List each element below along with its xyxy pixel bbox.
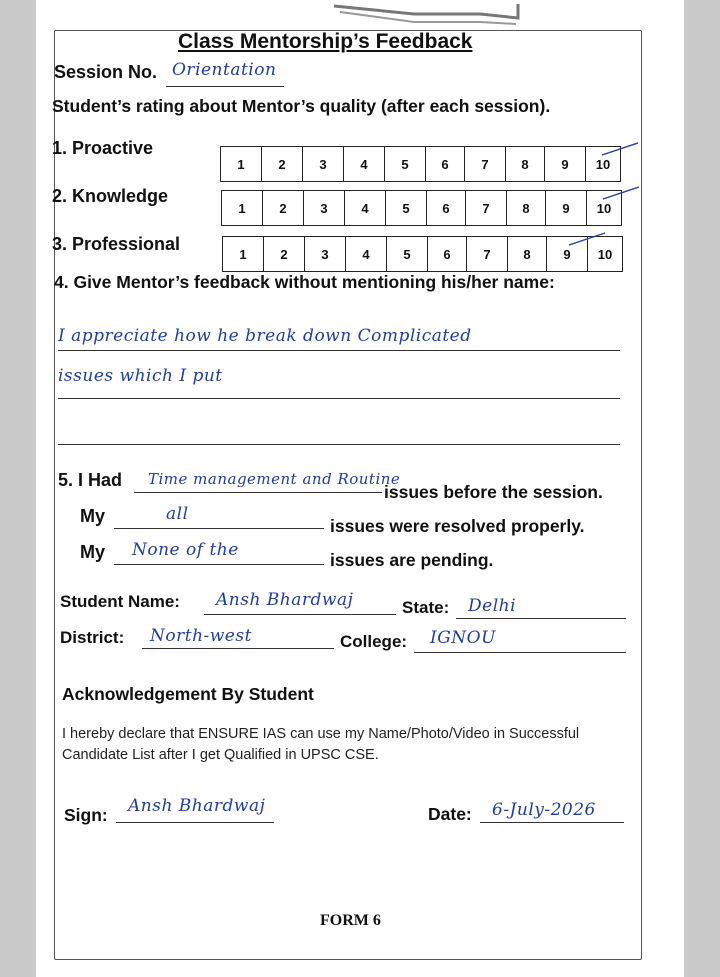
district-label: District: bbox=[60, 628, 125, 647]
rating-cell[interactable]: 2 bbox=[263, 191, 304, 225]
session-underline bbox=[166, 86, 284, 87]
rating-cell[interactable]: 3 bbox=[305, 237, 346, 271]
rating-cell[interactable]: 2 bbox=[264, 237, 305, 271]
rating-cell[interactable]: 3 bbox=[303, 147, 344, 181]
rating-cell[interactable]: 8 bbox=[506, 147, 545, 181]
rating-cell[interactable]: 1 bbox=[222, 191, 263, 225]
rating-cell[interactable]: 6 bbox=[427, 191, 466, 225]
state-value[interactable]: Delhi bbox=[468, 596, 517, 616]
form-title: Class Mentorship’s Feedback bbox=[178, 30, 473, 53]
feedback-underline-2 bbox=[58, 398, 620, 399]
rating-cell[interactable]: 8 bbox=[507, 191, 546, 225]
state-underline bbox=[456, 618, 626, 619]
q5-resolved-label: My bbox=[80, 506, 106, 526]
rating-mark-icon bbox=[567, 229, 607, 249]
q5-resolved-suffix: issues were resolved properly. bbox=[330, 516, 585, 536]
form-number: FORM 6 bbox=[320, 912, 381, 929]
rating-cell[interactable]: 6 bbox=[426, 147, 465, 181]
rating-cell[interactable]: 5 bbox=[387, 237, 428, 271]
rating-label-knowledge: 2. Knowledge bbox=[52, 186, 169, 206]
rating-heading: Student’s rating about Mentor’s quality (after each session). bbox=[52, 96, 551, 116]
rating-cell[interactable]: 3 bbox=[304, 191, 345, 225]
rating-cell[interactable]: 4 bbox=[345, 191, 386, 225]
rating-cell[interactable]: 10 bbox=[597, 246, 613, 262]
date-underline bbox=[480, 822, 624, 823]
state-label: State: bbox=[402, 598, 450, 617]
college-underline bbox=[414, 652, 626, 653]
rating-cell[interactable]: 6 bbox=[428, 237, 467, 271]
q5-resolved-underline bbox=[114, 528, 324, 529]
college-label: College: bbox=[340, 632, 408, 651]
student-name-value[interactable]: Ansh Bhardwaj bbox=[216, 590, 354, 610]
district-underline bbox=[142, 648, 334, 649]
rating-label-professional: 3. Professional bbox=[52, 234, 181, 254]
clipboard-clip-icon bbox=[330, 0, 524, 26]
rating-cell[interactable]: 2 bbox=[262, 147, 303, 181]
q5-had-suffix: issues before the session. bbox=[384, 482, 603, 502]
sign-label: Sign: bbox=[64, 805, 108, 825]
feedback-line-2[interactable]: issues which I put bbox=[58, 366, 223, 386]
q5-pending-value[interactable]: None of the bbox=[132, 540, 239, 560]
district-value[interactable]: North-west bbox=[150, 626, 252, 646]
signature[interactable]: Ansh Bhardwaj bbox=[128, 796, 266, 816]
feedback-label: 4. Give Mentor’s feedback without mentioning his/her name: bbox=[54, 272, 555, 292]
rating-cell[interactable]: 8 bbox=[508, 237, 547, 271]
rating-mark-icon bbox=[601, 183, 641, 203]
rating-scale-proactive[interactable] bbox=[220, 146, 621, 182]
rating-cell[interactable]: 7 bbox=[467, 237, 508, 271]
student-name-label: Student Name: bbox=[60, 592, 180, 611]
rating-cell[interactable]: 7 bbox=[465, 147, 506, 181]
rating-cell[interactable]: 5 bbox=[386, 191, 427, 225]
rating-cell[interactable]: 1 bbox=[223, 237, 264, 271]
q5-pending-label: My bbox=[80, 542, 106, 562]
rating-cell[interactable]: 4 bbox=[344, 147, 385, 181]
session-value[interactable]: Orientation bbox=[172, 60, 277, 80]
rating-cell[interactable]: 10 bbox=[586, 147, 620, 181]
rating-scale-professional[interactable] bbox=[222, 236, 623, 272]
rating-cell[interactable]: 1 bbox=[221, 147, 262, 181]
student-name-underline bbox=[204, 614, 396, 615]
q5-pending-suffix: issues are pending. bbox=[330, 550, 494, 570]
q5-pending-underline bbox=[114, 564, 324, 565]
rating-label-proactive: 1. Proactive bbox=[52, 138, 154, 158]
feedback-line-1[interactable]: I appreciate how he break down Complicated bbox=[58, 326, 472, 346]
rating-cell[interactable]: 5 bbox=[385, 147, 426, 181]
q5-had-underline bbox=[134, 492, 382, 493]
q5-resolved-value[interactable]: all bbox=[166, 504, 189, 524]
college-value[interactable]: IGNOU bbox=[430, 628, 496, 648]
date-value[interactable]: 6-July-2026 bbox=[492, 800, 596, 820]
rating-cell[interactable]: 9 bbox=[547, 237, 588, 271]
rating-cell[interactable]: 9 bbox=[546, 191, 587, 225]
rating-mark-icon bbox=[600, 139, 640, 159]
rating-cell[interactable]: 4 bbox=[346, 237, 387, 271]
rating-cell[interactable]: 7 bbox=[466, 191, 507, 225]
q5-had-label: 5. I Had bbox=[58, 470, 123, 490]
ack-text: I hereby declare that ENSURE IAS can use my Name/Photo/Video in Successful Candidate List after I get Qualified in UPSC CSE. bbox=[62, 726, 580, 763]
feedback-underline-1 bbox=[58, 350, 620, 351]
rating-cell[interactable]: 10 bbox=[587, 191, 621, 225]
rating-cell[interactable]: 9 bbox=[545, 147, 586, 181]
feedback-underline-3 bbox=[58, 444, 620, 445]
ack-heading: Acknowledgement By Student bbox=[62, 684, 314, 704]
date-label: Date: bbox=[428, 804, 472, 824]
sign-underline bbox=[116, 822, 274, 823]
session-label: Session No. bbox=[54, 62, 158, 82]
q5-had-value[interactable]: Time management and Routine bbox=[148, 470, 401, 488]
rating-scale-knowledge[interactable] bbox=[221, 190, 622, 226]
